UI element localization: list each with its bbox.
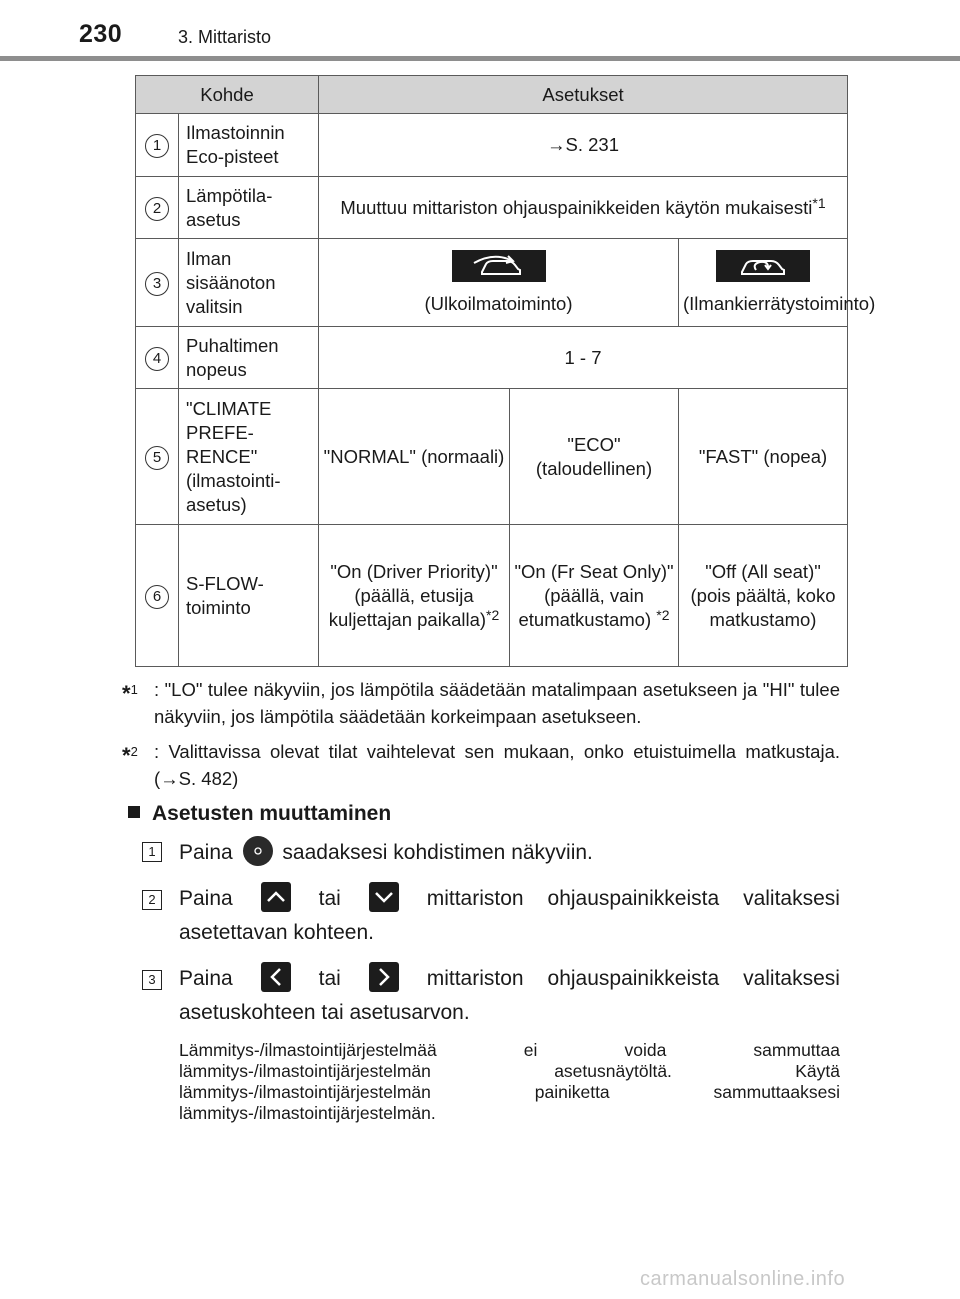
footnote-ref: *1 [812, 194, 826, 211]
header-divider [0, 56, 960, 61]
step-3: Paina tai mittariston ohjauspainikkeista valitaksesi asetuskohteen tai asetusarvon. [179, 962, 840, 1030]
header-kohde: Kohde [136, 76, 319, 114]
arrow-icon: → [160, 768, 179, 789]
option-cell: "FAST" (nopea) [679, 389, 848, 525]
step-number: 1 [142, 842, 162, 862]
ok-button-icon [243, 836, 273, 866]
option-label: (Ilmankierrätystoiminto) [683, 292, 876, 314]
table-row [136, 525, 848, 667]
option-label: (Ulkoilmatoiminto) [424, 292, 573, 314]
row-number-badge: 1 [145, 134, 169, 158]
row-value: Muuttuu mittariston ohjauspainikkeiden käytön mukaisesti$^{*1}$ [319, 177, 848, 239]
table-row [136, 177, 848, 239]
chapter-title: 3. Mittaristo [178, 27, 272, 47]
row-number-badge: 3 [145, 272, 169, 296]
table-header-row [136, 76, 848, 114]
option-cell: "NORMAL" (normaali) [319, 389, 510, 525]
chevron-left-icon [261, 962, 291, 992]
option-cell [319, 239, 679, 327]
step-2: Paina tai mittariston ohjauspainikkeista valitaksesi asetettavan kohteen. [179, 882, 840, 950]
row-value: →S. 231 [319, 114, 848, 177]
note-paragraph: Lämmitys-/ilmastointijärjestelmää ei voida sammuttaa lämmitys-/ilmastointijärjestelmän asetusnäytöltä. Käytä lämmitys-/ilmastointijärjestelmän painiketta sammuttaaksesi lämmitys-/ilmastointijärjestelmän. [179, 1040, 840, 1123]
row-item: S-FLOW-toiminto [179, 525, 319, 667]
section-heading: Asetusten muuttaminen [128, 802, 391, 826]
row-item: Lämpötila-asetus [179, 177, 319, 239]
row-number-badge: 5 [145, 446, 169, 470]
footnote-text: : "LO" tulee näkyviin, jos lämpötila säädetään matalimpaan asetukseen ja "HI" tulee näkyviin, jos lämpötila säädetään korkeimpaan asetukseen. [154, 679, 840, 727]
step-1: Paina saadaksesi kohdistimen näkyviin. [179, 836, 840, 870]
footnote-ref: *2 [486, 606, 500, 623]
footnote-ref: *2 [656, 606, 670, 623]
table-row [136, 114, 848, 177]
option-cell: "ECO" (taloudellinen) [510, 389, 679, 525]
fresh-air-icon [452, 250, 546, 282]
row-item: "CLIMATE PREFE-RENCE" (ilmastointi-asetus) [179, 389, 319, 525]
option-cell: "On (Driver Priority)" (päällä, etusija kuljettajan paikalla)$^{*2}$ [319, 525, 510, 667]
chevron-down-icon [369, 882, 399, 912]
chevron-right-icon [369, 962, 399, 992]
row-value: 1 - 7 [319, 327, 848, 389]
row-number-badge: 6 [145, 585, 169, 609]
arrow-icon: → [547, 134, 566, 155]
row-item: Ilmastoinnin Eco-pisteet [179, 114, 319, 177]
table-row [136, 239, 848, 327]
table-row [136, 389, 848, 525]
bullet-square-icon [128, 806, 140, 818]
recirculation-icon [716, 250, 810, 282]
table-row [136, 327, 848, 389]
footnote-2: *$^2$ : Valittavissa olevat tilat vaihtelevat sen mukaan, onko etuistuimella matkustaja. (→S. 482) [122, 738, 840, 792]
step-number: 3 [142, 970, 162, 990]
row-number-badge: 2 [145, 197, 169, 221]
page-number: 230 [79, 20, 123, 48]
option-cell: "Off (All seat)" (pois päältä, koko matkustamo) [679, 525, 848, 667]
header-asetukset: Asetukset [319, 76, 848, 114]
row-number-badge: 4 [145, 347, 169, 371]
option-cell [679, 239, 876, 327]
option-cell: "On (Fr Seat Only)" (päällä, vain etumatkustamo) $^{*2}$ [510, 525, 679, 667]
chevron-up-icon [261, 882, 291, 912]
footnote-1: *$^1$ : "LO" tulee näkyviin, jos lämpötila säädetään matalimpaan asetukseen ja "HI" tulee näkyviin, jos lämpötila säädetään korkeimpaan asetukseen. [122, 676, 840, 730]
footnote-text: : Valittavissa olevat tilat vaihtelevat sen mukaan, onko etuistuimella matkustaja. (→S. 482) [154, 741, 840, 789]
row-item: Ilman sisäänoton valitsin [179, 239, 319, 327]
settings-table [135, 75, 876, 667]
page-header [0, 0, 960, 62]
row-item: Puhaltimen nopeus [179, 327, 319, 389]
watermark: carmanualsonline.info [640, 1268, 846, 1290]
step-number: 2 [142, 890, 162, 910]
